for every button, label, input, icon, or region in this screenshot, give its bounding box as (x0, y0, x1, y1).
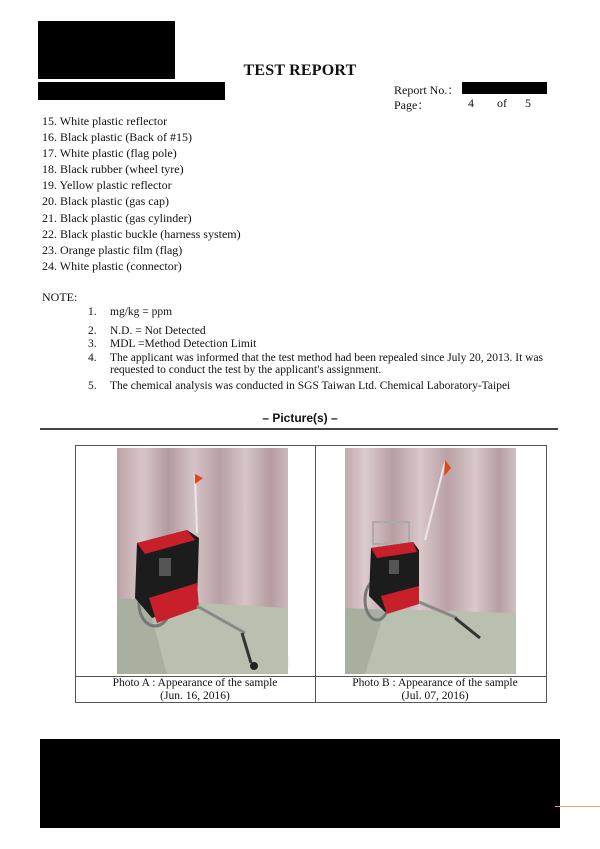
list-item: 19. Yellow plastic reflector (42, 178, 172, 193)
note-item (88, 338, 553, 351)
list-item: 15. White plastic reflector (42, 114, 168, 128)
note-label: NOTE: (42, 290, 78, 304)
note-number: 1. (88, 306, 97, 318)
list-item: 23. Orange plastic film (flag) (42, 242, 183, 257)
photo-table (75, 445, 547, 703)
section-divider (40, 428, 558, 430)
footer-accent-line (555, 806, 600, 807)
page-indicator (394, 96, 544, 113)
photo-b-caption-title: Photo B : Appearance of the sample (352, 677, 518, 689)
note-item (88, 325, 553, 338)
table-column-divider (315, 446, 316, 702)
list-item: 18. Black rubber (wheel tyre) (42, 162, 184, 177)
list-item: 22. Black plastic buckle (harness system) (42, 226, 241, 241)
page-of-label: of (497, 96, 507, 110)
photo-b-caption (316, 677, 554, 703)
note-number: 2. (88, 324, 97, 337)
note-item (88, 380, 553, 393)
note-number: 3. (88, 338, 97, 351)
page-total: 5 (525, 96, 531, 110)
photo-a-image (117, 448, 288, 674)
photo-b-image (345, 448, 516, 674)
note-number: 5. (88, 379, 97, 392)
photo-a-caption-date: (Jun. 16, 2016) (160, 690, 230, 702)
note-text: The applicant was informed that the test method had been repealed since July 20, 2013. It was requested to conduct the test by the applicant's assignment. (110, 351, 544, 377)
redacted-report-number (462, 82, 547, 94)
note-list (88, 306, 553, 394)
list-item: 24. White plastic (connector) (42, 258, 182, 273)
list-item: 16. Black plastic (Back of #15) (42, 130, 192, 145)
photo-a-caption-title: Photo A : Appearance of the sample (112, 677, 278, 689)
report-number-label: Report No.： (394, 83, 460, 97)
note-number: 4. (88, 351, 97, 364)
photo-b-caption-date: (Jul. 07, 2016) (401, 690, 469, 702)
photo-a-caption (76, 677, 314, 703)
note-text: The chemical analysis was conducted in SGS Taiwan Ltd. Chemical Laboratory-Taipei (110, 379, 511, 392)
note-text: mg/kg = ppm (110, 306, 173, 318)
page-label: Page： (394, 98, 430, 112)
list-item: 21. Black plastic (gas cylinder) (42, 210, 192, 225)
report-title: TEST REPORT (243, 62, 357, 79)
pictures-heading: – Picture(s) – (262, 411, 338, 425)
page-number: 4 (468, 96, 474, 110)
photo-a-trailer-illustration (117, 448, 288, 674)
note-text: N.D. = Not Detected (110, 324, 206, 337)
note-item (88, 352, 553, 377)
photo-b-trailer-illustration (345, 448, 516, 674)
redacted-footer-block (40, 739, 560, 828)
note-text: MDL =Method Detection Limit (110, 338, 257, 351)
sample-part-list (42, 113, 241, 274)
note-item (88, 306, 553, 319)
redacted-address-block (38, 82, 225, 100)
list-item: 17. White plastic (flag pole) (42, 146, 177, 161)
list-item: 20. Black plastic (gas cap) (42, 194, 169, 209)
